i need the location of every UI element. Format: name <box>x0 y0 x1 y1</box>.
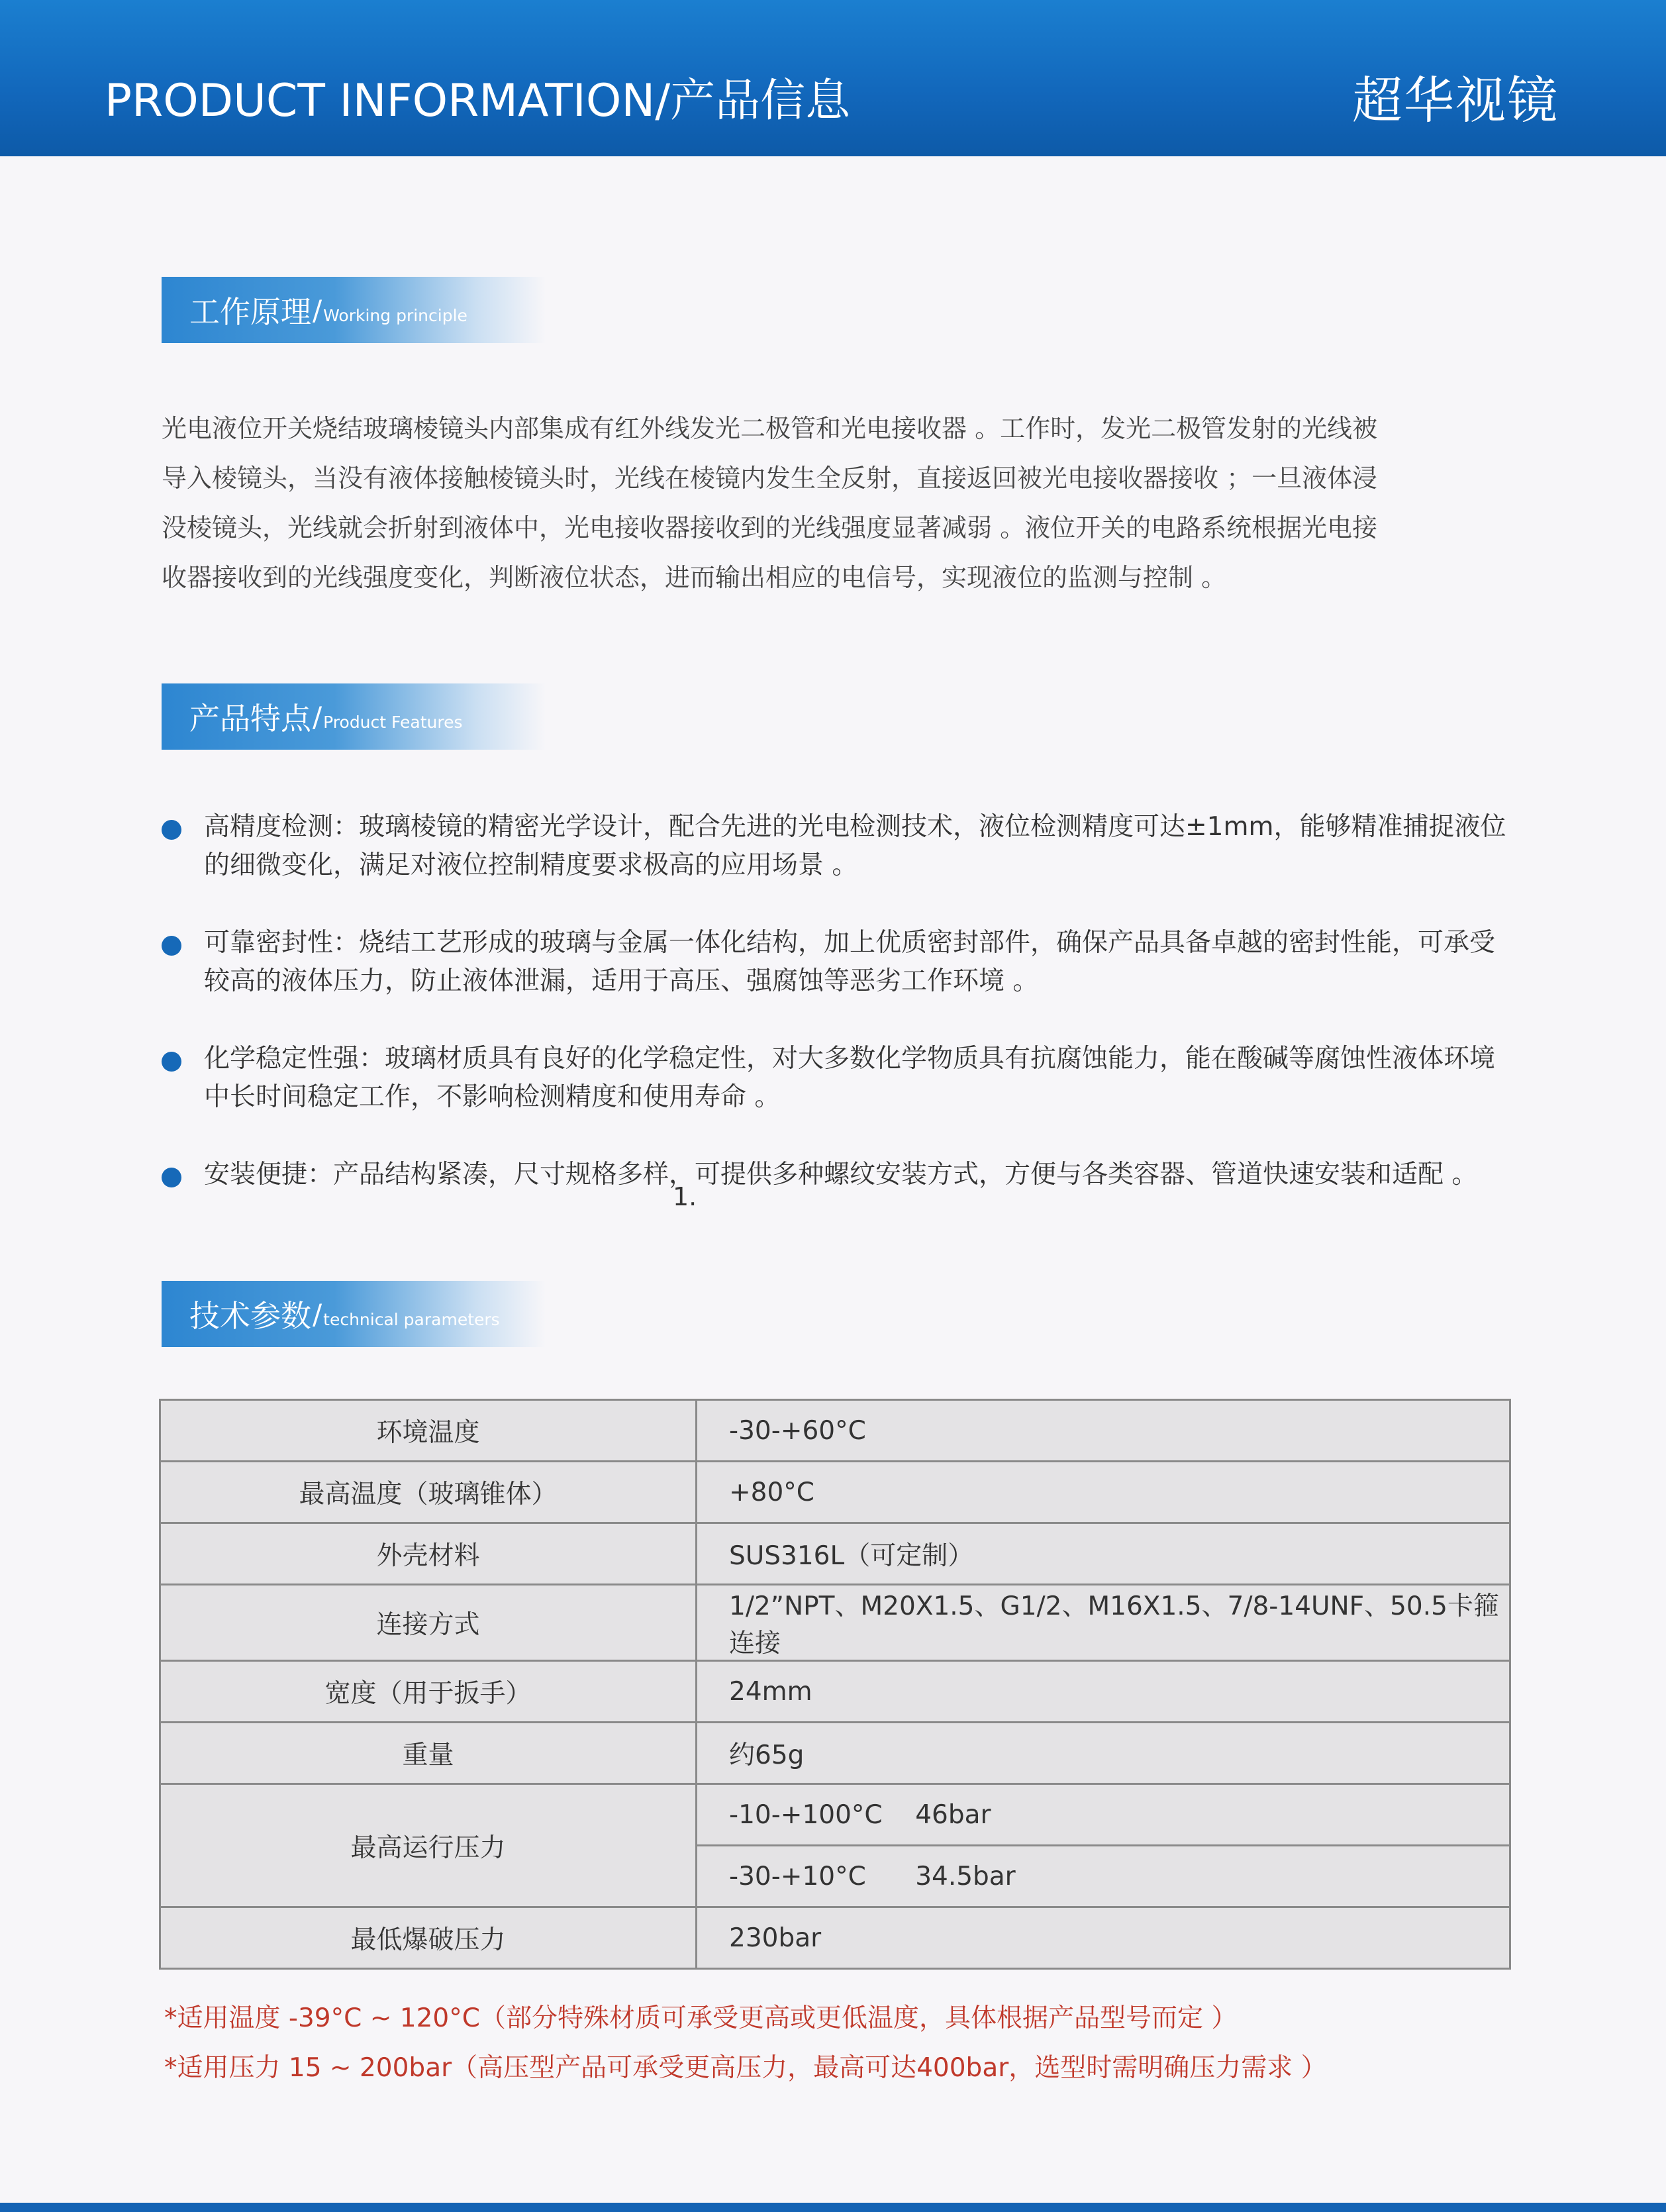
footnote: *适用压力 15 ~ 200bar（高压型产品可承受更高压力，最高可达400bar，选型时需明确压力需求 ） <box>164 2053 1327 2083</box>
section-title-en: technical parameters <box>323 1309 500 1329</box>
table-row <box>160 1723 1510 1784</box>
section-heading-features <box>162 683 546 750</box>
principle-line: 没棱镜头，光线就会折射到液体中，光电接收器接收到的光线强度显著减弱 。液位开关的电路系统根据光电接 <box>162 513 1378 542</box>
param-value: 1/2”NPT、M20X1.5、G1/2、M16X1.5、7/8-14UNF、50.5卡箍连接 <box>697 1585 1510 1661</box>
section-title-cn: 技术参数 <box>189 1298 311 1334</box>
section-heading-principle <box>162 277 546 343</box>
principle-line: 收器接收到的光线强度变化，判断液位状态，进而输出相应的电信号，实现液位的监测与控制 。 <box>162 563 1227 592</box>
table-row <box>160 1661 1510 1723</box>
param-label: 最高温度（玻璃锥体） <box>160 1462 697 1523</box>
section-heading-params <box>162 1281 546 1347</box>
principle-line: 导入棱镜头，当没有液体接触棱镜头时，光线在棱镜内发生全反射，直接返回被光电接收器接收 ；一旦液体浸 <box>162 464 1378 493</box>
page-number: 1. <box>673 1182 697 1211</box>
table-row <box>160 1784 1510 1846</box>
section-title-cn: 工作原理 <box>189 294 311 330</box>
bottom-bar <box>0 2203 1666 2212</box>
param-value: -30-+60°C <box>697 1400 1510 1462</box>
param-value: 约65g <box>697 1723 1510 1784</box>
param-value: +80°C <box>697 1462 1510 1523</box>
feature-text: 安装便捷：产品结构紧凑，尺寸规格多样，可提供多种螺纹安装方式，方便与各类容器、管道快速安装和适配 。 <box>204 1160 1478 1189</box>
bullet-icon <box>162 1168 181 1187</box>
feature-text: 高精度检测：玻璃棱镜的精密光学设计，配合先进的光电检测技术，液位检测精度可达±1mm，能够精准捕捉液位的细微变化，满足对液位控制精度要求极高的应用场景 。 <box>204 812 1506 880</box>
feature-item <box>162 1156 1519 1194</box>
section-title-en: Product Features <box>323 712 463 732</box>
principle-line: 光电液位开关烧结玻璃棱镜头内部集成有红外线发光二极管和光电接收器 。工作时，发光二极管发射的光线被 <box>162 414 1378 443</box>
param-label: 外壳材料 <box>160 1523 697 1585</box>
section-title-en: Working principle <box>323 305 467 325</box>
section-slash: / <box>313 293 322 327</box>
footnotes <box>164 1993 1522 2093</box>
feature-item <box>162 924 1519 1001</box>
brand-name: 超华视镜 <box>1352 71 1559 130</box>
table-row <box>160 1585 1510 1661</box>
principle-paragraph <box>162 404 1506 603</box>
feature-item <box>162 1040 1519 1117</box>
bullet-icon <box>162 936 181 956</box>
param-label: 重量 <box>160 1723 697 1784</box>
header-title: PRODUCT INFORMATION/产品信息 <box>105 75 851 127</box>
param-value: SUS316L（可定制） <box>697 1523 1510 1585</box>
section-slash: / <box>313 1297 322 1331</box>
param-label: 最高运行压力 <box>160 1784 697 1907</box>
bullet-icon <box>162 1052 181 1072</box>
param-label: 最低爆破压力 <box>160 1907 697 1969</box>
param-label: 连接方式 <box>160 1585 697 1661</box>
param-label: 环境温度 <box>160 1400 697 1462</box>
table-row <box>160 1523 1510 1585</box>
param-value: 24mm <box>697 1661 1510 1723</box>
bullet-icon <box>162 820 181 840</box>
feature-text: 化学稳定性强：玻璃材质具有良好的化学稳定性，对大多数化学物质具有抗腐蚀能力，能在酸碱等腐蚀性液体环境中长时间稳定工作，不影响检测精度和使用寿命 。 <box>204 1044 1496 1112</box>
param-value: 230bar <box>697 1907 1510 1969</box>
feature-item <box>162 808 1519 885</box>
footnote: *适用温度 -39°C ~ 120°C（部分特殊材质可承受更高或更低温度，具体根据产品型号而定 ） <box>164 2003 1238 2033</box>
feature-text: 可靠密封性：烧结工艺形成的玻璃与金属一体化结构，加上优质密封部件，确保产品具备卓越的密封性能，可承受较高的液体压力，防止液体泄漏，适用于高压、强腐蚀等恶劣工作环境 。 <box>204 928 1496 996</box>
section-slash: / <box>313 700 322 733</box>
table-row <box>160 1907 1510 1969</box>
table-row <box>160 1462 1510 1523</box>
table-row <box>160 1400 1510 1462</box>
header-bar <box>0 0 1666 156</box>
params-table <box>159 1399 1511 1970</box>
param-label: 宽度（用于扳手） <box>160 1661 697 1723</box>
param-value: -10-+100°C 46bar <box>697 1784 1510 1846</box>
param-value: -30-+10°C 34.5bar <box>697 1846 1510 1907</box>
section-title-cn: 产品特点 <box>189 701 311 736</box>
